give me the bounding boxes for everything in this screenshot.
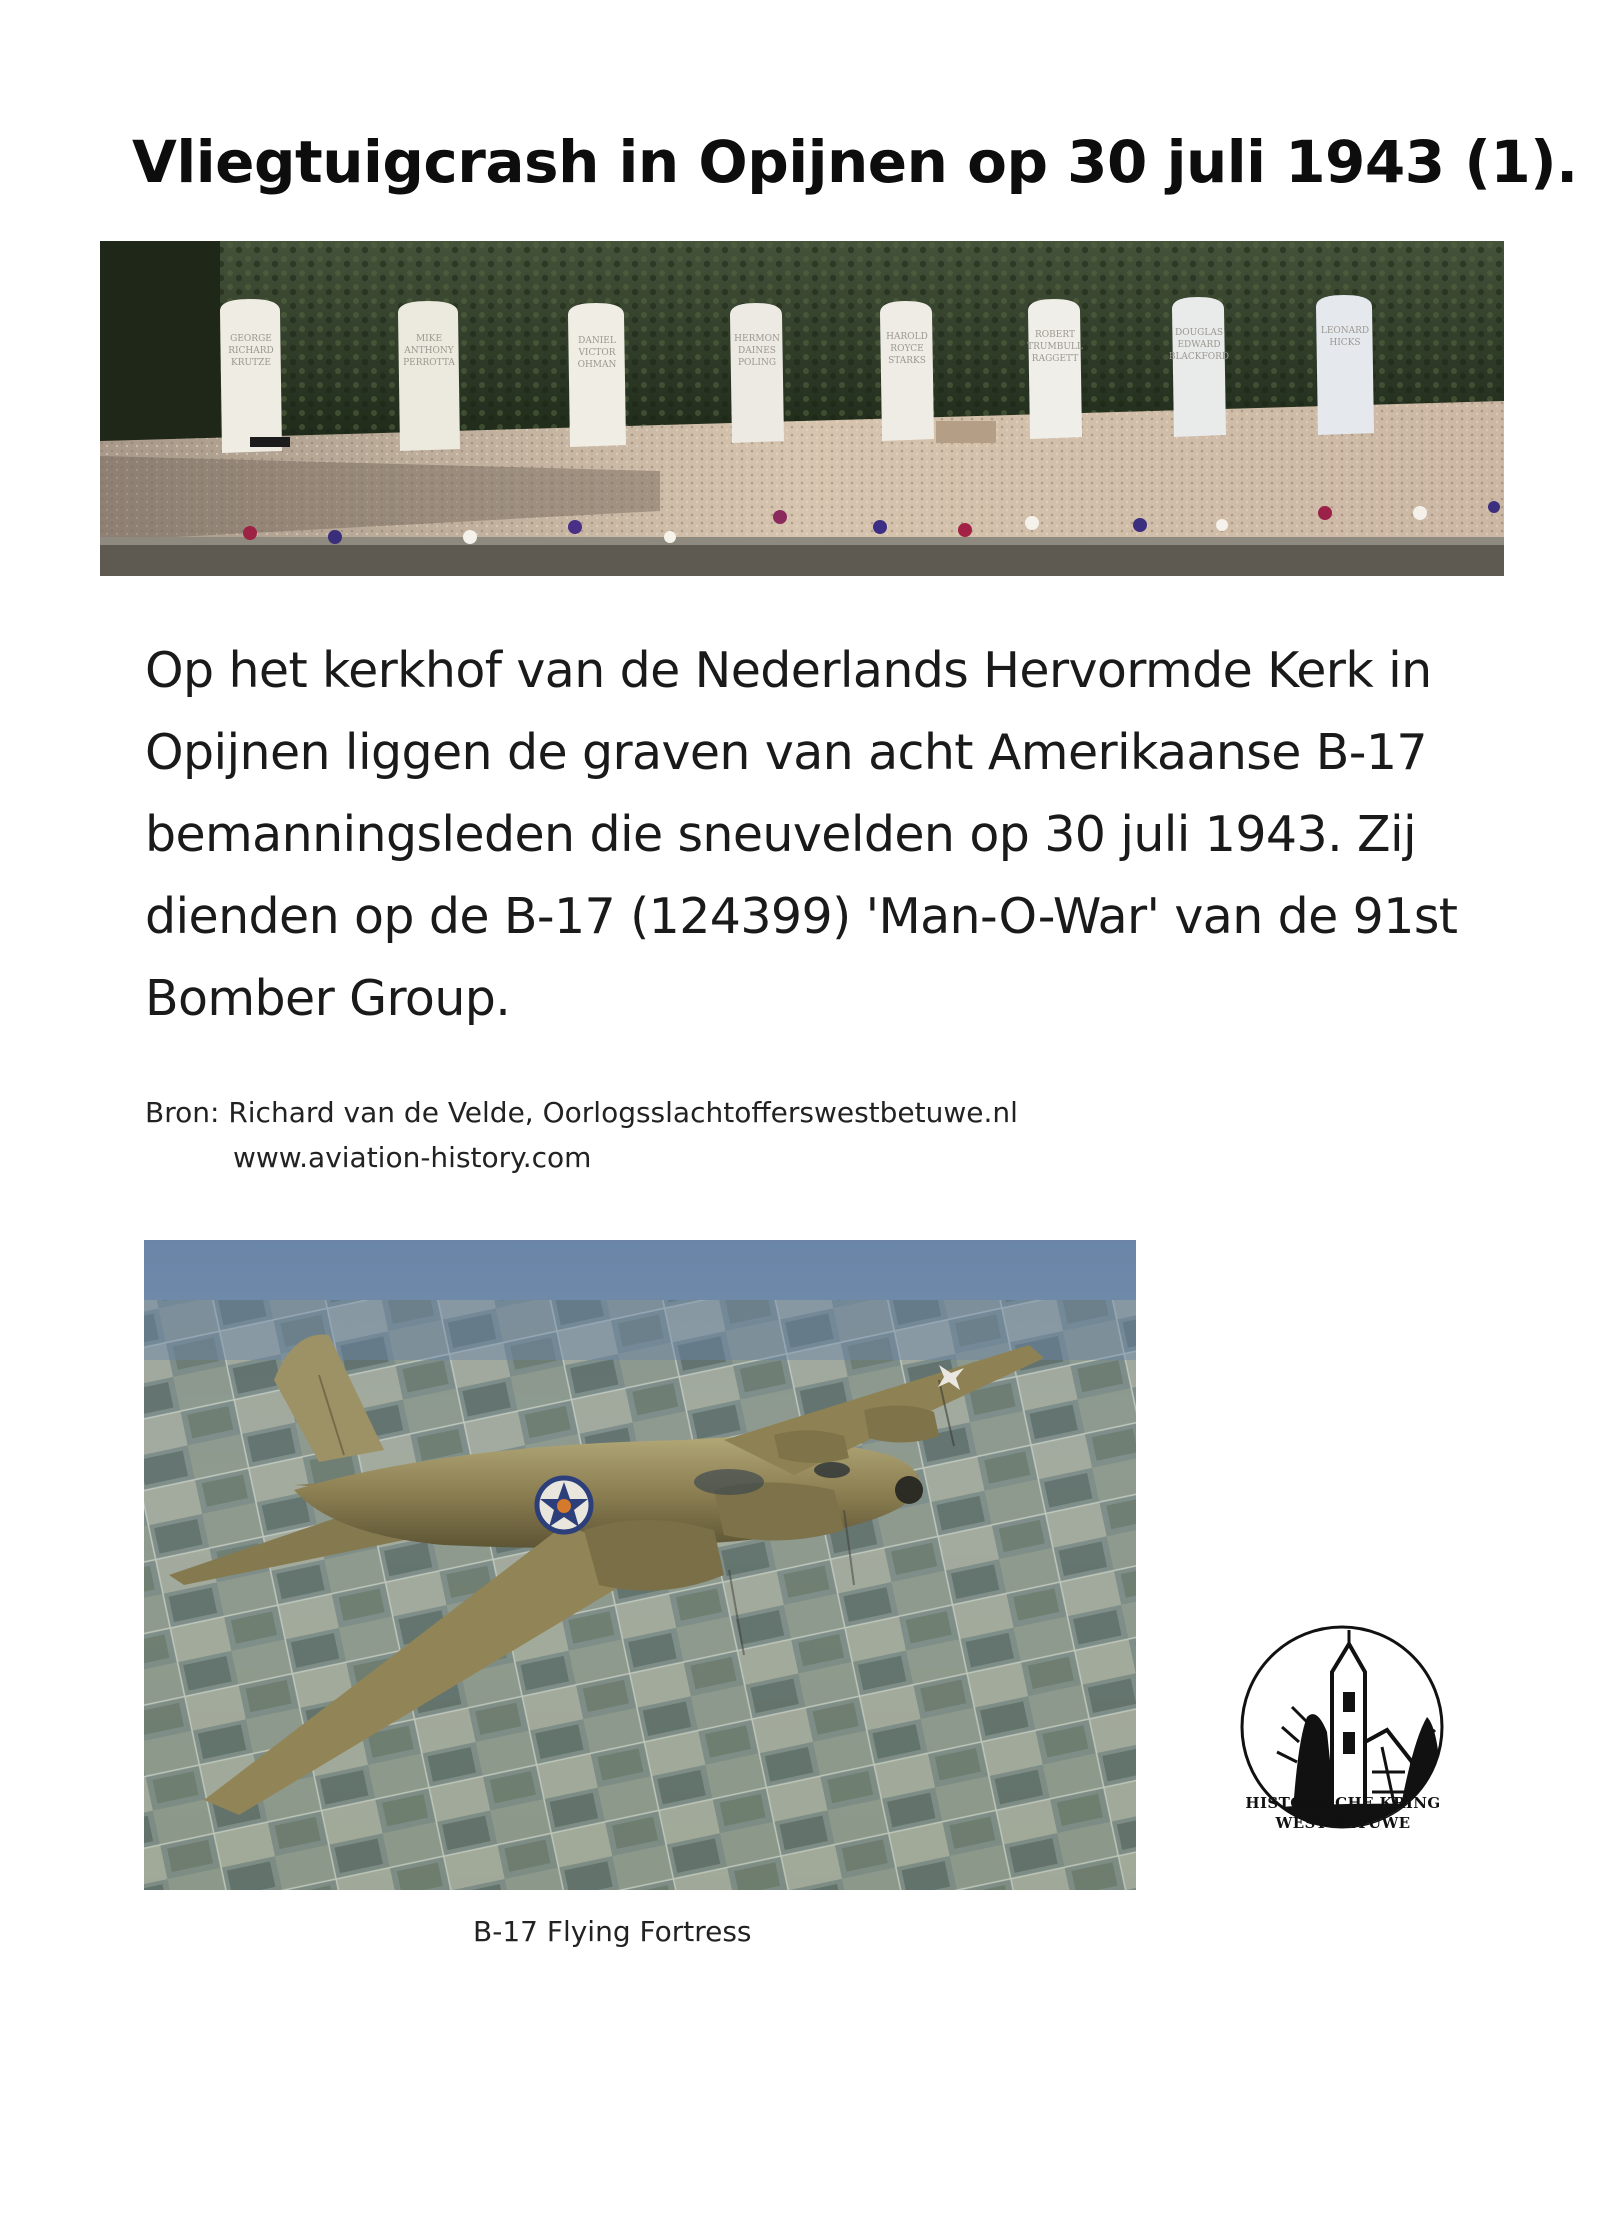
svg-text:BLACKFORD: BLACKFORD xyxy=(1168,352,1230,362)
body-paragraph: Op het kerkhof van de Nederlands Hervormde Kerk in Opijnen liggen de graven van acht Amerikaanse B-17 bemanningsleden die sneuvelden op 30 juli 1943. Zij dienden op de B-17 (124399) 'Man-O-War' van de 91st Bomber Group. xyxy=(145,642,1458,1027)
svg-text:HAROLD: HAROLD xyxy=(886,332,928,342)
svg-text:ROBERT: ROBERT xyxy=(1035,330,1075,340)
source-credits xyxy=(145,1090,1018,1180)
svg-text:MIKE: MIKE xyxy=(415,334,443,344)
logo-line-2: WEST-BETUWE xyxy=(1275,1814,1411,1832)
svg-text:VICTOR: VICTOR xyxy=(578,348,616,358)
svg-text:EDWARD: EDWARD xyxy=(1177,340,1221,350)
source-url: www.aviation-history.com xyxy=(233,1141,592,1174)
cemetery-photo xyxy=(100,241,1504,576)
svg-text:DANIEL: DANIEL xyxy=(578,336,616,346)
logo-caption xyxy=(1205,1793,1481,1833)
logo-line-1: HISTORISCHE KRING xyxy=(1245,1794,1441,1812)
svg-text:LEONARD: LEONARD xyxy=(1320,326,1370,336)
svg-text:ANTHONY: ANTHONY xyxy=(404,346,454,356)
svg-text:DOUGLAS: DOUGLAS xyxy=(1174,328,1224,338)
svg-text:DAINES: DAINES xyxy=(738,346,776,356)
svg-text:STARKS: STARKS xyxy=(888,356,926,366)
svg-text:PERROTTA: PERROTTA xyxy=(403,358,455,368)
page-title: Vliegtuigcrash in Opijnen op 30 juli 1943 (1). xyxy=(132,128,1578,196)
svg-text:ROYCE: ROYCE xyxy=(890,344,924,354)
svg-text:HERMON: HERMON xyxy=(734,334,780,344)
photo-caption: B-17 Flying Fortress xyxy=(473,1915,752,1948)
svg-text:KRUTZE: KRUTZE xyxy=(231,358,271,368)
svg-text:TRUMBULL: TRUMBULL xyxy=(1027,342,1083,352)
svg-text:GEORGE: GEORGE xyxy=(230,334,272,344)
svg-text:POLING: POLING xyxy=(737,358,777,368)
svg-text:HICKS: HICKS xyxy=(1329,338,1361,348)
source-line: Bron: Richard van de Velde, Oorlogsslachtofferswestbetuwe.nl xyxy=(145,1096,1018,1129)
svg-text:RICHARD: RICHARD xyxy=(228,346,274,356)
svg-text:OHMAN: OHMAN xyxy=(577,360,617,370)
b17-photo xyxy=(144,1240,1136,1890)
headstone xyxy=(220,299,282,453)
svg-text:RAGGETT: RAGGETT xyxy=(1031,354,1079,364)
